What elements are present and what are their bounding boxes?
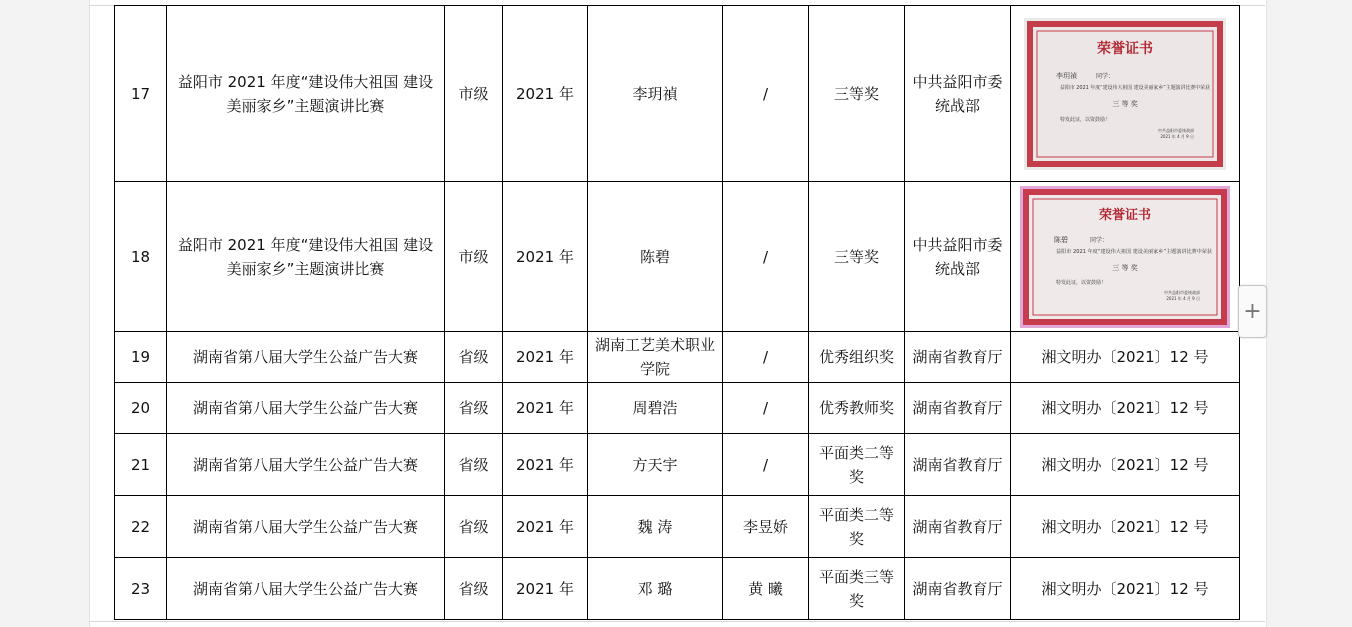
- row-number: 20: [115, 383, 167, 434]
- table-row: [115, 558, 1240, 620]
- award-grade: 三等奖: [809, 6, 905, 182]
- svg-text:同学：: 同学：: [1096, 72, 1115, 80]
- svg-text:陈碧: 陈碧: [1054, 235, 1068, 244]
- table-row: [115, 434, 1240, 496]
- document-number: 湘文明办〔2021〕12 号: [1011, 383, 1240, 434]
- award-level: 市级: [445, 6, 503, 182]
- award-year: 2021 年: [503, 383, 588, 434]
- row-number: 19: [115, 332, 167, 383]
- award-level: 省级: [445, 558, 503, 620]
- competition-name: 湖南省第八届大学生公益广告大赛: [167, 496, 445, 558]
- award-level: 市级: [445, 182, 503, 332]
- award-year: 2021 年: [503, 496, 588, 558]
- svg-text:中共益阳市委统战部: 中共益阳市委统战部: [1164, 289, 1200, 295]
- advisor-name: /: [723, 6, 809, 182]
- competition-name: 湖南省第八届大学生公益广告大赛: [167, 558, 445, 620]
- page-bottom-border: [89, 621, 1265, 622]
- svg-text:三 等 奖: 三 等 奖: [1112, 99, 1138, 108]
- svg-text:中共益阳市委统战部: 中共益阳市委统战部: [1158, 127, 1194, 133]
- advisor-name: 黄 曦: [723, 558, 809, 620]
- document-number: 湘文明办〔2021〕12 号: [1011, 434, 1240, 496]
- row-number: 23: [115, 558, 167, 620]
- document-number: 湘文明办〔2021〕12 号: [1011, 332, 1240, 383]
- issuing-body: 中共益阳市委统战部: [905, 182, 1011, 332]
- winner-name: 周碧浩: [588, 383, 723, 434]
- issuing-body: 湖南省教育厅: [905, 558, 1011, 620]
- table-row: [115, 332, 1240, 383]
- table-row: [115, 496, 1240, 558]
- competition-name: 湖南省第八届大学生公益广告大赛: [167, 434, 445, 496]
- award-year: 2021 年: [503, 558, 588, 620]
- award-grade: 优秀教师奖: [809, 383, 905, 434]
- svg-text:荣誉证书: 荣誉证书: [1097, 40, 1153, 57]
- issuing-body: 中共益阳市委统战部: [905, 6, 1011, 182]
- table-row: [115, 6, 1240, 182]
- document-number: 湘文明办〔2021〕12 号: [1011, 496, 1240, 558]
- svg-text:2021 年 4 月 9 日: 2021 年 4 月 9 日: [1160, 133, 1194, 139]
- competition-name: 益阳市 2021 年度“建设伟大祖国 建设美丽家乡”主题演讲比赛: [167, 182, 445, 332]
- award-grade: 三等奖: [809, 182, 905, 332]
- award-level: 省级: [445, 383, 503, 434]
- table-row: [115, 383, 1240, 434]
- advisor-name: /: [723, 332, 809, 383]
- advisor-name: 李昱娇: [723, 496, 809, 558]
- certificate-image: [1024, 18, 1226, 170]
- winner-name: 方天宇: [588, 434, 723, 496]
- row-number: 22: [115, 496, 167, 558]
- svg-text:李玥禎: 李玥禎: [1056, 71, 1077, 80]
- plus-icon: +: [1243, 298, 1262, 324]
- competition-name: 湖南省第八届大学生公益广告大赛: [167, 383, 445, 434]
- svg-text:特发此证，以资鼓励！: 特发此证，以资鼓励！: [1056, 279, 1107, 286]
- competition-name: 益阳市 2021 年度“建设伟大祖国 建设美丽家乡”主题演讲比赛: [167, 6, 445, 182]
- winner-name: 魏 涛: [588, 496, 723, 558]
- winner-name: 李玥禎: [588, 6, 723, 182]
- winner-name: 湖南工艺美术职业学院: [588, 332, 723, 383]
- award-grade: 优秀组织奖: [809, 332, 905, 383]
- row-number: 21: [115, 434, 167, 496]
- certificate-cell: [1011, 182, 1240, 332]
- issuing-body: 湖南省教育厅: [905, 434, 1011, 496]
- svg-text:三 等 奖: 三 等 奖: [1112, 263, 1138, 272]
- row-number: 17: [115, 6, 167, 182]
- advisor-name: /: [723, 383, 809, 434]
- award-year: 2021 年: [503, 182, 588, 332]
- svg-text:特发此证，以资鼓励！: 特发此证，以资鼓励！: [1060, 116, 1111, 123]
- certificate-image: [1020, 186, 1230, 328]
- add-button[interactable]: [1238, 285, 1267, 338]
- issuing-body: 湖南省教育厅: [905, 496, 1011, 558]
- award-year: 2021 年: [503, 6, 588, 182]
- document-number: 湘文明办〔2021〕12 号: [1011, 558, 1240, 620]
- advisor-name: /: [723, 182, 809, 332]
- svg-text:荣誉证书: 荣誉证书: [1098, 207, 1152, 223]
- award-year: 2021 年: [503, 434, 588, 496]
- issuing-body: 湖南省教育厅: [905, 383, 1011, 434]
- award-year: 2021 年: [503, 332, 588, 383]
- award-grade: 平面类二等奖: [809, 496, 905, 558]
- award-grade: 平面类三等奖: [809, 558, 905, 620]
- advisor-name: /: [723, 434, 809, 496]
- row-number: 18: [115, 182, 167, 332]
- certificate-cell: [1011, 6, 1240, 182]
- award-level: 省级: [445, 332, 503, 383]
- winner-name: 陈碧: [588, 182, 723, 332]
- award-grade: 平面类二等奖: [809, 434, 905, 496]
- award-level: 省级: [445, 496, 503, 558]
- awards-table: [114, 5, 1240, 620]
- table-row: [115, 182, 1240, 332]
- svg-text:2021 年 4 月 9 日: 2021 年 4 月 9 日: [1166, 295, 1200, 301]
- issuing-body: 湖南省教育厅: [905, 332, 1011, 383]
- svg-text:益阳市 2021 年度“建设伟大祖国 建设美丽家乡”主题演讲: 益阳市 2021 年度“建设伟大祖国 建设美丽家乡”主题演讲比赛中荣获: [1056, 248, 1209, 255]
- svg-text:同学：: 同学：: [1090, 236, 1109, 244]
- winner-name: 邓 璐: [588, 558, 723, 620]
- svg-text:益阳市 2021 年度“建设伟大祖国 建设美丽家乡”主题演讲: 益阳市 2021 年度“建设伟大祖国 建设美丽家乡”主题演讲比赛中荣获: [1060, 84, 1213, 91]
- competition-name: 湖南省第八届大学生公益广告大赛: [167, 332, 445, 383]
- award-level: 省级: [445, 434, 503, 496]
